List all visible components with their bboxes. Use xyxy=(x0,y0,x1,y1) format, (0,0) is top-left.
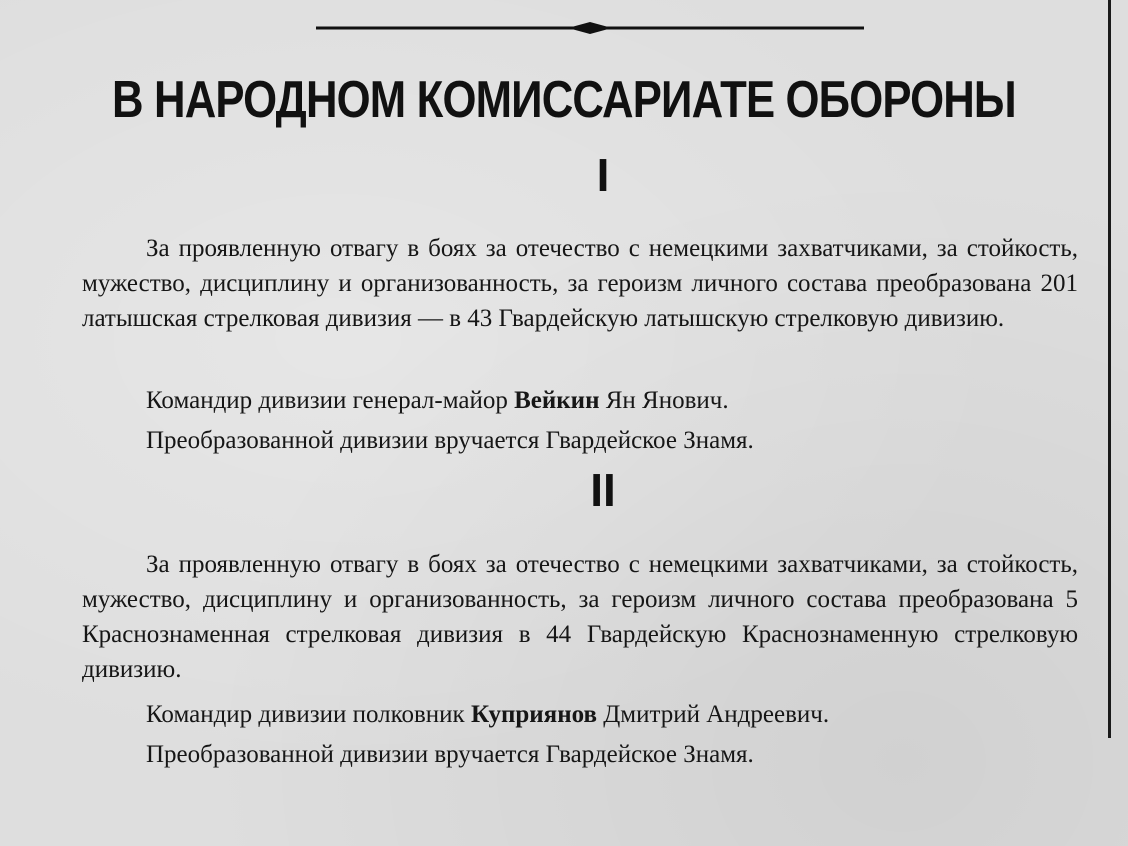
ornamental-rule xyxy=(316,22,864,34)
commander-surname-1: Вейкин xyxy=(514,387,600,414)
award-line-2: Преобразованной дивизии вручается Гвардейское Знамя. xyxy=(146,741,754,768)
citation-paragraph-1: За проявленную отвагу в боях за отечество с немецкими захватчиками, за стойкость, мужество, дисциплину и организованность, за героизм личного состава преобразована 201 латышская стрелковая дивизия — в 43 Гвардейскую латышскую стрелковую дивизию. xyxy=(82,235,1078,332)
commander-name-1: Ян Янович. xyxy=(605,387,729,414)
citation-paragraph-2: За проявленную отвагу в боях за отечество с немецкими захватчиками, за стойкость, мужество, дисциплину и организованность, за героизм личного состава преобразована 5 Краснознаменная стрелковая дивизия в 44 Гвардейскую Краснознаменную стрелковую дивизию. xyxy=(82,551,1078,683)
section-numeral-1: I xyxy=(596,149,610,201)
commander-line-1 xyxy=(146,383,1086,418)
section-numeral-2: II xyxy=(590,464,616,516)
ornament-diamond-line-icon xyxy=(316,22,864,34)
award-line-1: Преобразованной дивизии вручается Гвардейское Знамя. xyxy=(146,427,754,454)
headline: В НАРОДНОМ КОМИССАРИАТЕ ОБОРОНЫ xyxy=(112,71,1016,129)
commander-rank-1: Командир дивизии генерал-майор xyxy=(146,387,508,414)
commander-surname-2: Куприянов xyxy=(470,701,597,728)
commander-line-2 xyxy=(146,697,1086,732)
commander-rank-2: Командир дивизии полковник xyxy=(146,701,465,728)
commander-name-2: Дмитрий Андреевич. xyxy=(603,701,830,728)
column-divider xyxy=(1108,0,1111,738)
